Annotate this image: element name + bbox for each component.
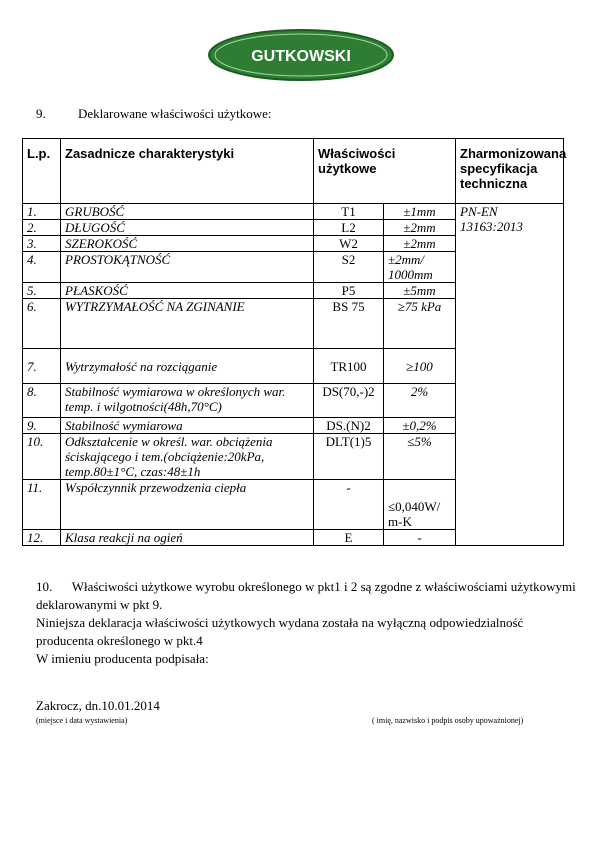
row-code: T1	[314, 204, 384, 220]
row-name: DŁUGOŚĆ	[61, 220, 314, 236]
section-9-number: 9.	[36, 106, 46, 121]
row-lp: 5.	[23, 283, 61, 299]
company-logo	[206, 28, 396, 82]
section-9-title: Deklarowane właściwości użytkowe:	[78, 106, 272, 121]
row-lp: 10.	[23, 434, 61, 480]
row-name: PROSTOKĄTNOŚĆ	[61, 252, 314, 283]
place-date-caption: (miejsce i data wystawienia)	[36, 716, 128, 725]
row-code: L2	[314, 220, 384, 236]
row-value: ±2mm	[384, 236, 456, 252]
row-value: ≥100	[384, 349, 456, 384]
row-value: ≥75 kPa	[384, 299, 456, 349]
row-name: Stabilność wymiarowa	[61, 418, 314, 434]
place-date: Zakrocz, dn.10.01.2014	[36, 698, 160, 713]
row-name: Stabilność wymiarowa w określonych war. temp. i wilgotności(48h,70°C)	[61, 384, 314, 418]
signatory-caption: ( imię, nazwisko i podpis osoby upoważnionej)	[372, 716, 524, 725]
row-name: GRUBOŚĆ	[61, 204, 314, 220]
table-row	[23, 204, 564, 220]
row-lp: 3.	[23, 236, 61, 252]
row-code: S2	[314, 252, 384, 283]
row-lp: 2.	[23, 220, 61, 236]
row-name: PŁASKOŚĆ	[61, 283, 314, 299]
section-10-line1: Właściwości użytkowe wyrobu określonego w pkt1 i 2 są zgodne z właściwościami użytkowymi deklarowanymi w pkt 9.	[36, 579, 576, 612]
properties-table	[22, 138, 567, 546]
section-10-number: 10.	[36, 579, 53, 594]
row-lp: 12.	[23, 530, 61, 546]
row-value: ±0,2%	[384, 418, 456, 434]
row-value: 2%	[384, 384, 456, 418]
row-lp: 9.	[23, 418, 61, 434]
row-value: ±2mm/ 1000mm	[384, 252, 456, 283]
row-lp: 4.	[23, 252, 61, 283]
section-10-line3: W imieniu producenta podpisała:	[36, 651, 209, 666]
row-value: ±1mm	[384, 204, 456, 220]
row-value: ≤0,040W/ m-K	[384, 480, 456, 530]
header-lp: L.p.	[23, 139, 61, 204]
spec-cell	[456, 204, 564, 546]
row-lp: 11.	[23, 480, 61, 530]
spec-line1: PN-EN	[460, 204, 498, 219]
row-code: BS 75	[314, 299, 384, 349]
row-value: ≤5%	[384, 434, 456, 480]
row-lp: 7.	[23, 349, 61, 384]
spec-line2: 13163:2013	[460, 219, 523, 234]
section-10	[36, 578, 576, 668]
row-lp: 1.	[23, 204, 61, 220]
row-lp: 6.	[23, 299, 61, 349]
section-10-line2: Niniejsza deklaracja właściwości użytkowych wydana została na wyłączną odpowiedzialność producenta określonego w pkt.4	[36, 615, 524, 648]
row-code: P5	[314, 283, 384, 299]
row-value: -	[384, 530, 456, 546]
row-code: TR100	[314, 349, 384, 384]
header-performance: Właściwości użytkowe	[314, 139, 456, 204]
row-name: WYTRZYMAŁOŚĆ NA ZGINANIE	[61, 299, 314, 349]
row-code: W2	[314, 236, 384, 252]
row-name: Współczynnik przewodzenia ciepła	[61, 480, 314, 530]
row-name: SZEROKOŚĆ	[61, 236, 314, 252]
header-spec: Zharmonizowana specyfikacja techniczna	[456, 139, 564, 204]
logo-text: GUTKOWSKI	[251, 48, 351, 65]
table-header-row	[23, 139, 564, 204]
row-value: ±2mm	[384, 220, 456, 236]
row-name: Klasa reakcji na ogień	[61, 530, 314, 546]
section-10-paragraph	[36, 578, 576, 614]
row-code: DLT(1)5	[314, 434, 384, 480]
row-code: DS.(N)2	[314, 418, 384, 434]
row-lp: 8.	[23, 384, 61, 418]
row-name: Odkształcenie w określ. war. obciążenia ściskającego i tem.(obciążenie:20kPa, temp.80±1°C, czas:48±1h	[61, 434, 314, 480]
row-code: E	[314, 530, 384, 546]
row-name: Wytrzymałość na rozciąganie	[61, 349, 314, 384]
row-code: -	[314, 480, 384, 530]
header-characteristics: Zasadnicze charakterystyki	[61, 139, 314, 204]
row-value: ±5mm	[384, 283, 456, 299]
row-code: DS(70,-)2	[314, 384, 384, 418]
